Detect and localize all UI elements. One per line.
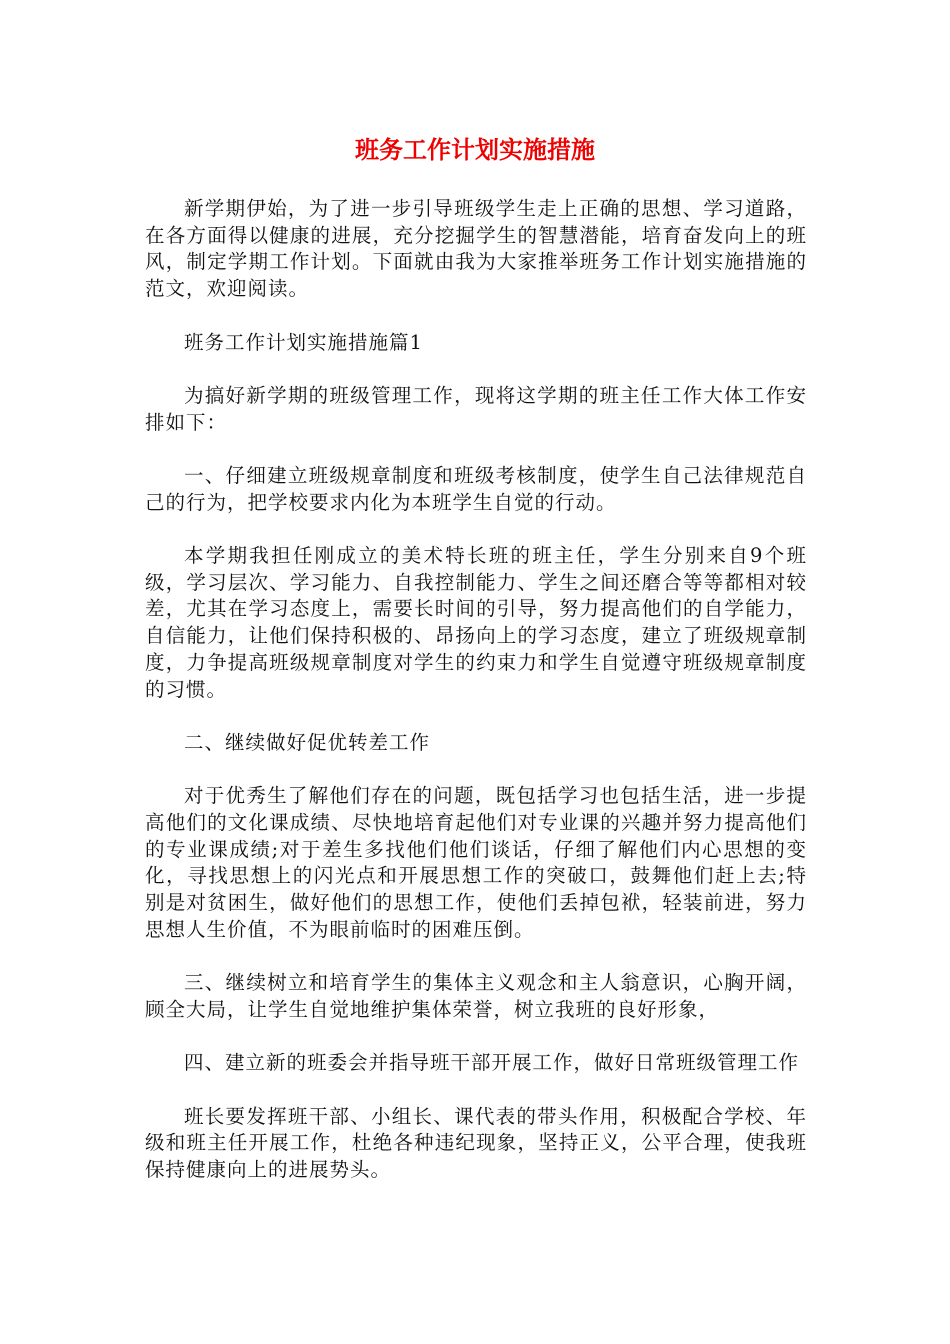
- point-four-paragraph: 四、建立新的班委会并指导班干部开展工作，做好日常班级管理工作: [184, 1051, 800, 1075]
- point-three-paragraph: 三、继续树立和培育学生的集体主义观念和主人翁意识，心胸开阔，顾全大局，让学生自觉地维护集体荣誉，树立我班的良好形象，: [145, 971, 807, 1021]
- body-paragraph: 本学期我担任刚成立的美术特长班的班主任，学生分别来自9个班级，学习层次、学习能力、自我控制能力、学生之间还磨合等等都相对较差，尤其在学习态度上，需要长时间的引导，努力提高他们的自学能力，自信能力，让他们保持积极的、昂扬向上的学习态度，建立了班级规章制度，力争提高班级规章制度对学生的约束力和学生自觉遵守班级规章制度的习惯。: [145, 544, 807, 701]
- document-title: 班务工作计划实施措施: [355, 136, 595, 164]
- point-two-heading: 二、继续做好促优转差工作: [184, 730, 431, 754]
- point-one-paragraph: 一、仔细建立班级规章制度和班级考核制度，使学生自己法律规范自己的行为，把学校要求内化为本班学生自觉的行动。: [145, 463, 807, 514]
- body-paragraph: 班长要发挥班干部、小组长、课代表的带头作用，积极配合学校、年级和班主任开展工作，杜绝各种违纪现象，坚持正义，公平合理，使我班保持健康向上的进展势头。: [145, 1104, 807, 1182]
- body-paragraph: 为搞好新学期的班级管理工作，现将这学期的班主任工作大体工作安排如下：: [145, 383, 807, 434]
- document-body: [145, 196, 807, 1211]
- body-paragraph: 对于优秀生了解他们存在的问题，既包括学习也包括生活，进一步提高他们的文化课成绩、尽快地培育起他们对专业课的兴趣并努力提高他们的专业课成绩;对于差生多找他们他们谈话，仔细了解他们内心思想的变化，寻找思想上的闪光点和开展思想工作的突破口，鼓舞他们赶上去;特别是对贫困生，做好他们的思想工作，使他们丢掉包袱，轻装前进，努力思想人生价值，不为眼前临时的困难压倒。: [145, 784, 807, 941]
- section-heading-article-1: 班务工作计划实施措施篇1: [184, 330, 423, 354]
- intro-paragraph: 新学期伊始，为了进一步引导班级学生走上正确的思想、学习道路，在各方面得以健康的进展，充分挖掘学生的智慧潜能，培育奋发向上的班风，制定学期工作计划。下面就由我为大家推举班务工作计划实施措施的范文，欢迎阅读。: [145, 197, 807, 301]
